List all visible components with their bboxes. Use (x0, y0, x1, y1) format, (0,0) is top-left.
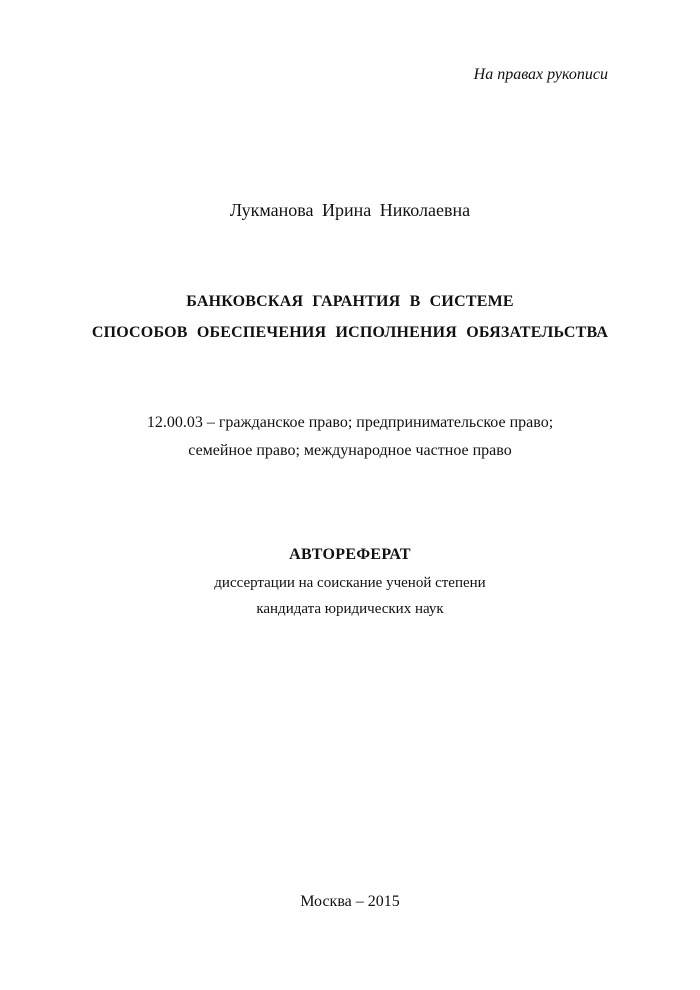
manuscript-rights-note: На правах рукописи (473, 66, 608, 83)
degree-line-2: кандидата юридических наук (256, 601, 444, 617)
degree-line-1: диссертации на соискание ученой степени (214, 575, 486, 591)
author-name: Лукманова Ирина Николаевна (229, 200, 471, 220)
abstract-heading: АВТОРЕФЕРАТ (289, 546, 411, 563)
specialty-line-1: 12.00.03 – гражданское право; предпринимательское право; (146, 414, 554, 431)
thesis-title-line-2: СПОСОБОВ ОБЕСПЕЧЕНИЯ ИСПОЛНЕНИЯ ОБЯЗАТЕЛЬСТВА (91, 324, 609, 341)
specialty-line-2: семейное право; международное частное право (188, 442, 512, 459)
place-and-year: Москва – 2015 (300, 893, 400, 910)
thesis-title-line-1: БАНКОВСКАЯ ГАРАНТИЯ В СИСТЕМЕ (186, 293, 514, 310)
